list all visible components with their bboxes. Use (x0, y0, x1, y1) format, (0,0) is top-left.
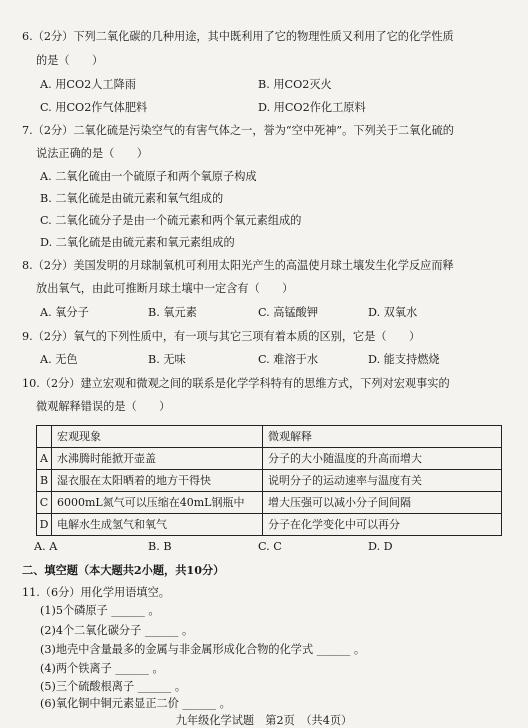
question-8-option-a: A. 氧分子 (40, 306, 89, 319)
table-cell: 电解水生成氢气和氧气 (52, 514, 263, 536)
table-cell: B (37, 470, 52, 492)
section-2-heading: 二、填空题（本大题共2小题，共10分） (22, 563, 225, 577)
question-9-option-b: B. 无味 (148, 353, 186, 366)
macro-micro-table (36, 425, 502, 536)
question-10-stem-line-2: 微观解释错误的是（ ） (36, 400, 171, 413)
table-cell: D (37, 514, 52, 536)
question-7-option-d: D. 二氧化硫是由硫元素和氧元素组成的 (40, 236, 235, 249)
question-11-item-4: (4)两个铁离子 ______ 。 (40, 662, 164, 675)
table-cell: A (37, 448, 52, 470)
question-10-option-d: D. D (368, 540, 393, 553)
question-10-option-c: C. C (258, 540, 282, 553)
question-11-item-5: (5)三个硫酸根离子 ______ 。 (40, 680, 187, 693)
table-row (37, 514, 502, 536)
question-6-option-a: A. 用CO2人工降雨 (40, 78, 136, 91)
table-row (37, 470, 502, 492)
table-header-row (37, 426, 502, 448)
question-8-option-d: D. 双氧水 (368, 306, 418, 319)
question-11-stem: 11.（6分）用化学用语填空。 (22, 586, 170, 599)
question-10-option-b: B. B (148, 540, 172, 553)
question-6-stem-line-2: 的是（ ） (36, 54, 104, 67)
table-cell: 分子在化学变化中可以再分 (263, 514, 502, 536)
table-cell: C (37, 492, 52, 514)
table-cell: 水沸腾时能掀开壶盖 (52, 448, 263, 470)
question-9-option-a: A. 无色 (40, 353, 78, 366)
table-cell: 增大压强可以减小分子间间隔 (263, 492, 502, 514)
question-6-option-b: B. 用CO2灭火 (258, 78, 332, 91)
table-row (37, 448, 502, 470)
table-cell: 6000mL氮气可以压缩在40mL钢瓶中 (52, 492, 263, 514)
table-row (37, 492, 502, 514)
table-cell: 说明分子的运动速率与温度有关 (263, 470, 502, 492)
question-7-stem-line-2: 说法正确的是（ ） (36, 147, 148, 160)
page-footer: 九年级化学试题 第2页 （共4页） (175, 714, 353, 727)
question-8-stem-line-1: 8.（2分）美国发明的月球制氧机可利用太阳光产生的高温使月球土壤发生化学反应而释 (22, 259, 454, 272)
question-9-option-d: D. 能支持燃烧 (368, 353, 440, 366)
question-11-item-1: (1)5个磷原子 ______ 。 (40, 604, 160, 617)
question-9-stem: 9.（2分）氧气的下列性质中，有一项与其它三项有着本质的区别，它是（ ） (22, 330, 421, 343)
question-7-stem-line-1: 7.（2分）二氧化硫是污染空气的有害气体之一，誉为“空中死神”。下列关于二氧化硫的 (22, 124, 454, 137)
question-10-option-a: A. A (34, 540, 58, 553)
question-6-option-c: C. 用CO2作气体肥料 (40, 101, 148, 114)
question-6-stem-line-1: 6.（2分）下列二氧化碳的几种用途，其中既利用了它的物理性质又利用了它的化学性质 (22, 30, 454, 43)
table-header-cell: 微观解释 (263, 426, 502, 448)
question-11-item-2: (2)4个二氧化碳分子 ______ 。 (40, 624, 194, 637)
question-11-item-6: (6)氧化铜中铜元素显正二价 ______ 。 (40, 697, 231, 710)
question-8-stem-line-2: 放出氧气，由此可推断月球土壤中一定含有（ ） (36, 282, 294, 295)
question-6-option-d: D. 用CO2作化工原料 (258, 101, 366, 114)
table-cell: 湿衣服在太阳晒着的地方干得快 (52, 470, 263, 492)
table-cell: 分子的大小随温度的升高而增大 (263, 448, 502, 470)
question-10-stem-line-1: 10.（2分）建立宏观和微观之间的联系是化学学科特有的思维方式，下列对宏观事实的 (22, 377, 450, 390)
question-7-option-b: B. 二氧化硫是由硫元素和氧气组成的 (40, 192, 224, 205)
question-7-option-a: A. 二氧化硫由一个硫原子和两个氧原子构成 (40, 170, 257, 183)
table-header-cell (37, 426, 52, 448)
question-8-option-b: B. 氧元素 (148, 306, 197, 319)
question-11-item-3: (3)地壳中含量最多的金属与非金属形成化合物的化学式 ______ 。 (40, 643, 366, 656)
question-9-option-c: C. 难溶于水 (258, 353, 319, 366)
question-7-option-c: C. 二氧化硫分子是由一个硫元素和两个氧元素组成的 (40, 214, 302, 227)
table-header-cell: 宏观现象 (52, 426, 263, 448)
question-8-option-c: C. 高锰酸钾 (258, 306, 319, 319)
